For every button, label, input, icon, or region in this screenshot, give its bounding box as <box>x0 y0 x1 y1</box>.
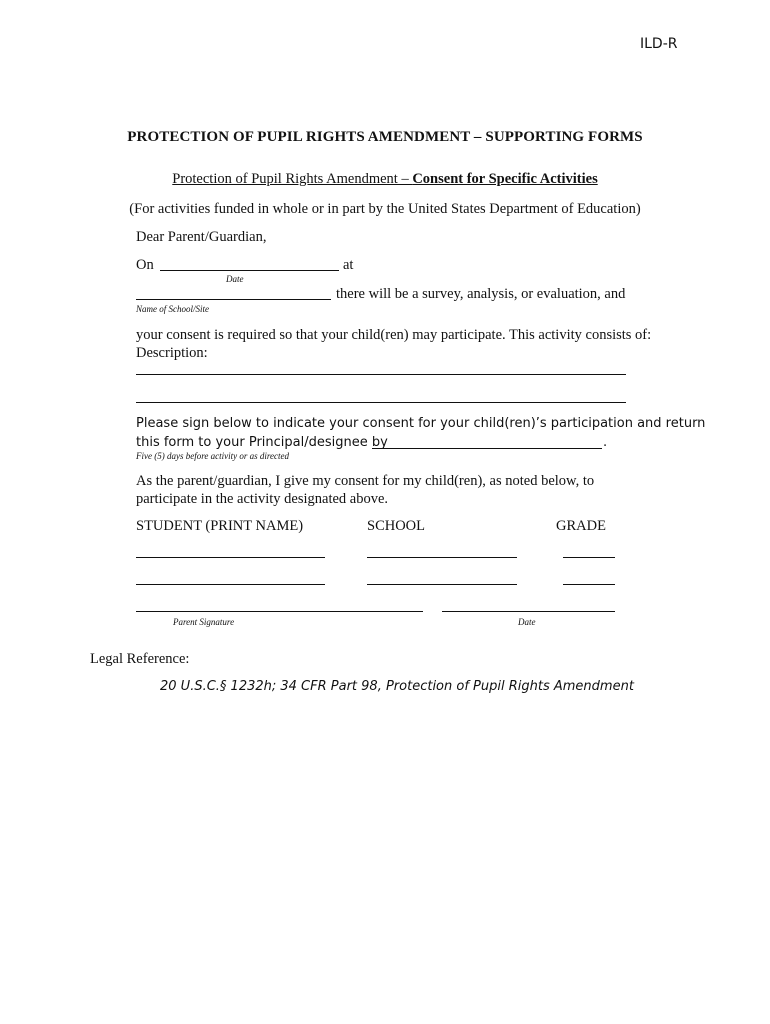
date-prefix: On <box>136 257 154 273</box>
form-title: PROTECTION OF PUPIL RIGHTS AMENDMENT – SUPPORTING FORMS <box>127 129 643 145</box>
sign-instruction-line1: Please sign below to indicate your consent for your child(ren)’s participation and return <box>136 416 706 431</box>
parent-signature-caption: Parent Signature <box>173 617 235 627</box>
legal-citation: 20 U.S.C.§ 1232h; 34 CFR Part 98, Protection of Pupil Rights Amendment <box>160 679 634 694</box>
subtitle-plain: Protection of Pupil Rights Amendment – <box>172 171 413 187</box>
legal-reference-label: Legal Reference: <box>90 651 190 667</box>
sign-instruction-period: . <box>603 435 608 450</box>
school-field[interactable] <box>367 584 517 585</box>
column-header-student: STUDENT (PRINT NAME) <box>136 518 304 534</box>
consent-statement-line1: As the parent/guardian, I give my consent for my child(ren), as noted below, to <box>136 473 595 489</box>
consent-statement-line2: participate in the activity designated above. <box>136 491 389 507</box>
return-date-blank[interactable] <box>372 448 602 449</box>
school-field[interactable] <box>367 557 517 558</box>
subtitle-bold: Consent for Specific Activities <box>412 171 598 187</box>
salutation: Dear Parent/Guardian, <box>136 229 267 245</box>
school-blank[interactable] <box>136 299 331 300</box>
school-suffix: there will be a survey, analysis, or evaluation, and <box>336 286 626 302</box>
grade-field[interactable] <box>563 557 615 558</box>
date-blank[interactable] <box>160 270 339 271</box>
description-line[interactable] <box>136 374 626 375</box>
funding-note: (For activities funded in whole or in part by the United States Department of Education) <box>129 201 641 217</box>
consent-required-text: your consent is required so that your child(ren) may participate. This activity consists of: <box>136 327 652 343</box>
description-line[interactable] <box>136 402 626 403</box>
column-header-grade: GRADE <box>556 518 606 534</box>
parent-signature-field[interactable] <box>136 611 423 612</box>
signature-date-field[interactable] <box>442 611 615 612</box>
description-label: Description: <box>136 345 208 361</box>
date-suffix: at <box>343 257 354 273</box>
date-caption: Date <box>226 274 244 284</box>
grade-field[interactable] <box>563 584 615 585</box>
document-code: ILD-R <box>640 36 678 52</box>
student-name-field[interactable] <box>136 557 325 558</box>
column-header-school: SCHOOL <box>367 518 426 534</box>
school-caption: Name of School/Site <box>136 304 209 314</box>
sign-instruction-line2: this form to your Principal/designee by <box>136 435 388 450</box>
form-subtitle <box>0 171 770 188</box>
student-name-field[interactable] <box>136 584 325 585</box>
return-date-caption: Five (5) days before activity or as directed <box>136 451 290 461</box>
signature-date-caption: Date <box>518 617 536 627</box>
